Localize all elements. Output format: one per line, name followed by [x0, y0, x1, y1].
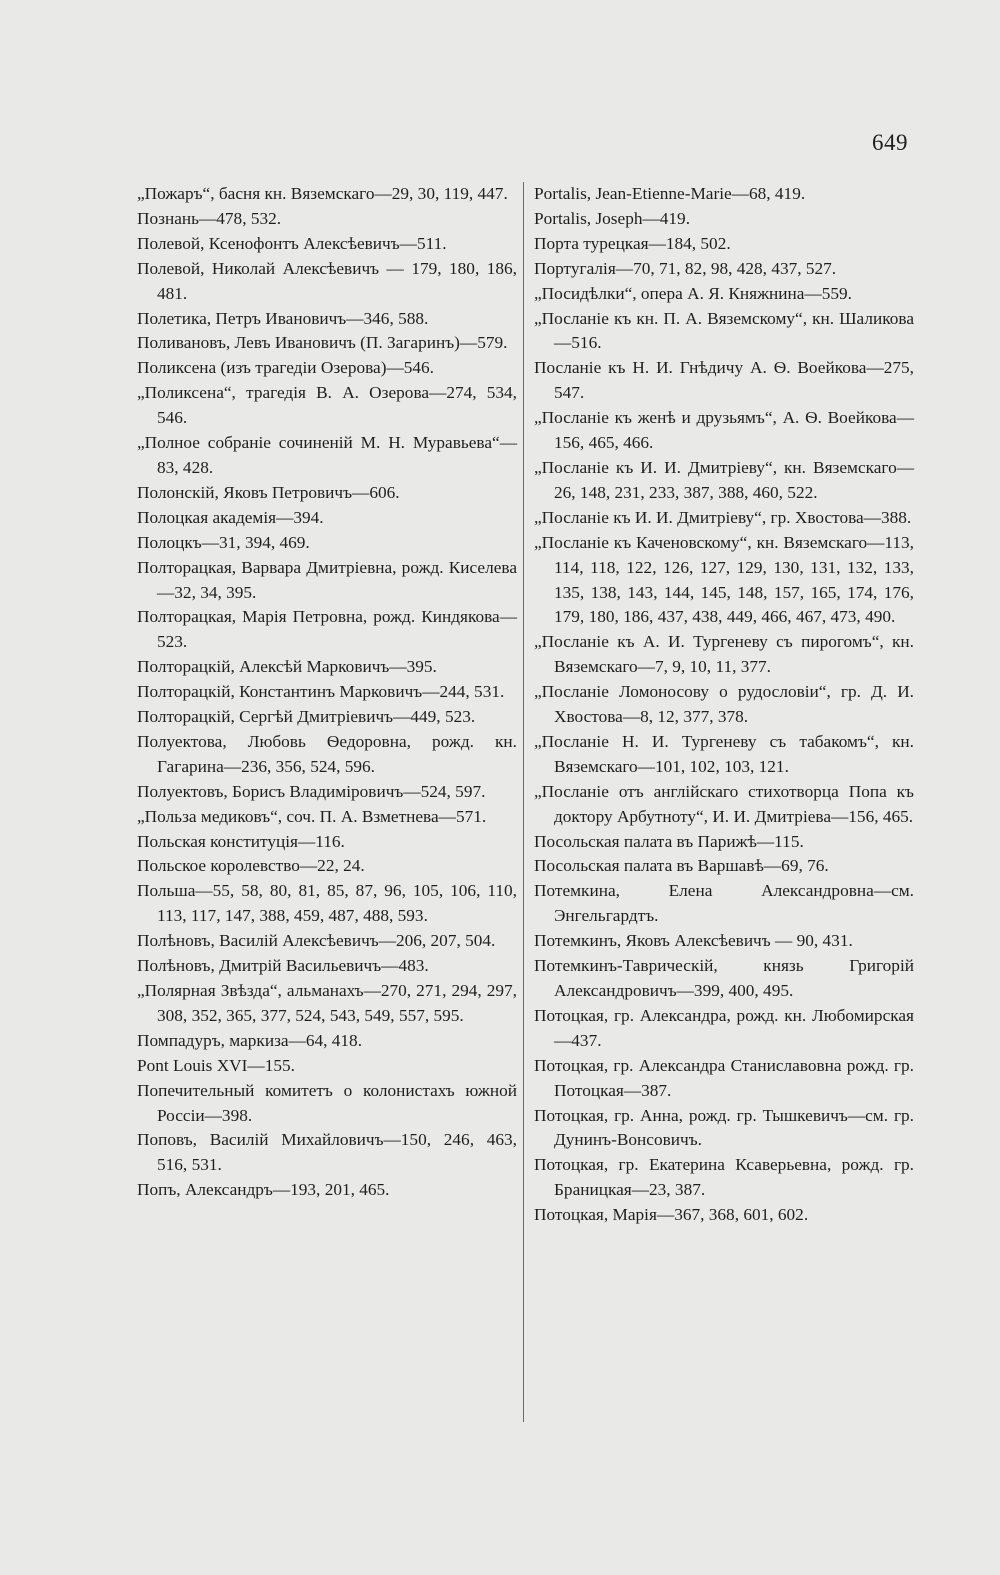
index-entry: „Посланіе къ И. И. Дмитріеву“, кн. Вяземскаго—26, 148, 231, 233, 387, 388, 460, 522.: [534, 457, 914, 502]
index-entry: Portalis, Jean-Etienne-Marie—68, 419.: [534, 184, 806, 203]
index-entry: Полетика, Петръ Ивановичъ—346, 588.: [137, 308, 429, 328]
index-entry: „Полное собраніе сочиненій М. Н. Муравьева“—83, 428.: [137, 433, 517, 477]
index-entry: Pont Louis XVI—155.: [137, 1055, 295, 1075]
index-entry: Полевой, Николай Алексѣевичъ — 179, 180, 186, 481.: [137, 258, 517, 303]
index-entry: Полѣновъ, Дмитрій Васильевичъ—483.: [137, 956, 429, 976]
index-entry: Поливановъ, Левъ Ивановичъ (П. Загаринъ)—579.: [137, 333, 508, 353]
index-entry: Потоцкая, гр. Анна, рожд. гр. Тышкевичъ—см. гр. Дунинъ-Вонсовичъ.: [534, 1105, 914, 1150]
index-entry: „Польза медиковъ“, соч. П. А. Взметнева—571.: [137, 806, 487, 826]
index-entry: Полторацкій, Алексѣй Марковичъ—395.: [137, 657, 437, 677]
index-entry: Посланіе къ Н. И. Гнѣдичу А. Ѳ. Воейкова—275, 547.: [534, 358, 914, 403]
index-entry: „Посланіе къ кн. П. А. Вяземскому“, кн. Шаликова—516.: [534, 308, 914, 353]
index-entry: Потоцкая, гр. Екатерина Ксаверьевна, рожд. гр. Браницкая—23, 387.: [534, 1155, 914, 1200]
index-entry: „Посланіе къ Каченовскому“, кн. Вяземскаго—113, 114, 118, 122, 126, 127, 129, 130, 131, 132, 133, 135, 138, 143, 144, 145, 148, 157, 165, 174, 176, 179, 180, 186, 437, 438, 449, 466, 467, 473, 490.: [534, 532, 914, 627]
index-entry: Полуектова, Любовь Ѳедоровна, рожд. кн. Гагарина—236, 356, 524, 596.: [137, 731, 517, 776]
index-entry: Полуектовъ, Борисъ Владиміровичъ—524, 597.: [137, 781, 486, 801]
index-entry: Посольская палата въ Варшавѣ—69, 76.: [534, 856, 829, 876]
index-entry: Польское королевство—22, 24.: [137, 856, 365, 876]
index-entry: Потемкинъ-Таврическій, князь Григорій Александровичъ—399, 400, 495.: [534, 956, 914, 1000]
index-entry: „Посланіе къ А. И. Тургеневу съ пирогомъ“, кн. Вяземскаго—7, 9, 10, 11, 377.: [534, 632, 914, 677]
index-entry: Потемкинъ, Яковъ Алексѣевичъ — 90, 431.: [534, 931, 853, 951]
index-entry: „Посланіе Ломоносову о рудословіи“, гр. Д. И. Хвостова—8, 12, 377, 378.: [534, 682, 914, 727]
index-entry: Полторацкая, Марія Петровна, рожд. Киндякова—523.: [137, 607, 517, 652]
index-entry: Потоцкая, Марія—367, 368, 601, 602.: [534, 1205, 809, 1225]
index-entry: Польша—55, 58, 80, 81, 85, 87, 96, 105, 106, 110, 113, 117, 147, 388, 459, 487, 488, 593.: [137, 881, 517, 926]
index-entry: „Посланіе къ И. И. Дмитріеву“, гр. Хвостова—388.: [534, 507, 912, 527]
index-entry: Потемкина, Елена Александровна—см. Энгельгардтъ.: [534, 881, 914, 926]
index-entry: Полевой, Ксенофонтъ Алексѣевичъ—511.: [137, 233, 447, 253]
index-entry: Полоцкъ—31, 394, 469.: [137, 532, 310, 552]
index-entry: Полторацкій, Сергѣй Дмитріевичъ—449, 523.: [137, 707, 476, 727]
index-entry: „Пожаръ“, басня кн. Вяземскаго—29, 30, 119, 447.: [137, 184, 508, 203]
index-entry: Посольская палата въ Парижѣ—115.: [534, 831, 804, 851]
index-entry: „Полярная Звѣзда“, альманахъ—270, 271, 294, 297, 308, 352, 365, 377, 524, 543, 549, 557, 595.: [137, 981, 517, 1025]
index-entry: Потоцкая, гр. Александра, рожд. кн. Любомирская—437.: [534, 1005, 914, 1050]
index-entry: Познань—478, 532.: [137, 208, 282, 228]
index-entry: „Поликсена“, трагедія В. А. Озерова—274, 534, 546.: [137, 383, 517, 428]
index-entry: Поликсена (изъ трагедіи Озерова)—546.: [137, 358, 434, 378]
index-entry: Поповъ, Василій Михайловичъ—150, 246, 463, 516, 531.: [137, 1130, 517, 1175]
index-entry: Польская конституція—116.: [137, 831, 345, 851]
index-entry: Portalis, Joseph—419.: [534, 208, 691, 228]
index-entry: Португалія—70, 71, 82, 98, 428, 437, 527.: [534, 258, 837, 278]
page-number: 649: [872, 130, 908, 155]
column-divider: [523, 182, 524, 1422]
index-entry: „Посланіе Н. И. Тургеневу съ табакомъ“, кн. Вяземскаго—101, 102, 103, 121.: [534, 731, 914, 776]
index-entry: „Посланіе отъ англійскаго стихотворца Попа къ доктору Арбутноту“, И. И. Дмитріева—156, 465.: [534, 781, 914, 826]
index-entry: „Посланіе къ женѣ и друзьямъ“, А. Ѳ. Воейкова—156, 465, 466.: [534, 408, 914, 453]
index-entry: Потоцкая, гр. Александра Станиславовна рожд. гр. Потоцкая—387.: [534, 1055, 914, 1100]
index-entry: Полѣновъ, Василій Алексѣевичъ—206, 207, 504.: [137, 931, 496, 951]
index-entry: Полторацкій, Константинъ Марковичъ—244, 531.: [137, 682, 505, 702]
index-entry: Попечительный комитетъ о колонистахъ южной Россіи—398.: [137, 1080, 517, 1125]
index-entry: „Посидѣлки“, опера А. Я. Княжнина—559.: [534, 283, 852, 303]
index-entry: Порта турецкая—184, 502.: [534, 233, 731, 253]
index-entry: Помпадуръ, маркиза—64, 418.: [137, 1030, 363, 1050]
index-entry: Полторацкая, Варвара Дмитріевна, рожд. Киселева—32, 34, 395.: [137, 557, 517, 602]
index-entry: Полонскій, Яковъ Петровичъ—606.: [137, 482, 400, 502]
index-column-right: [534, 182, 914, 1228]
index-column-left: [137, 182, 517, 1203]
index-entry: Полоцкая академія—394.: [137, 507, 324, 527]
index-entry: Попъ, Александръ—193, 201, 465.: [137, 1180, 390, 1200]
